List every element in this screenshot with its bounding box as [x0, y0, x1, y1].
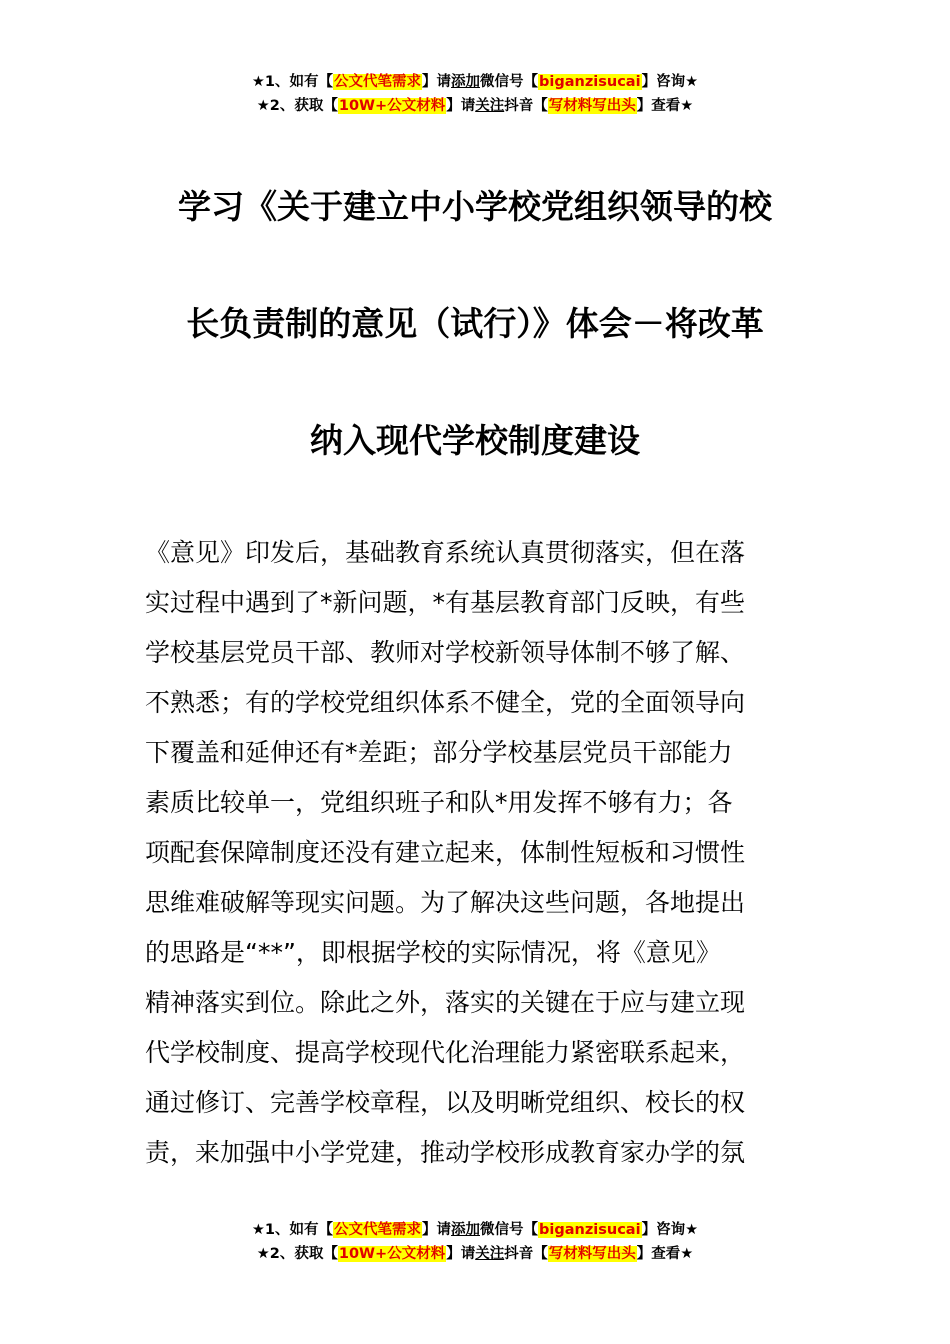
paragraph-line: 通过修订、完善学校章程，以及明晰党组织、校长的权 — [145, 1088, 746, 1117]
paragraph-line: 项配套保障制度还没有建立起来，体制性短板和习惯性 — [145, 838, 746, 867]
document-title — [0, 148, 950, 499]
banner-text: 抖音【 — [504, 1246, 548, 1262]
paragraph-line: 学校基层党员干部、教师对学校新领导体制不够了解、 — [145, 638, 746, 667]
banner-text: ★1、如有【 — [251, 74, 334, 90]
banner-text: 】咨询★ — [641, 74, 699, 90]
banner-text: 】请 — [422, 74, 452, 90]
banner-text: 】咨询★ — [641, 1222, 699, 1238]
paragraph-line: 不熟悉；有的学校党组织体系不健全，党的全面领导向 — [145, 688, 746, 717]
banner-text: 微信号【 — [480, 1222, 539, 1238]
banner-underlined: 关注 — [475, 1246, 505, 1262]
title-line: 纳入现代学校制度建设 — [310, 421, 640, 460]
banner-text: ★1、如有【 — [251, 1222, 334, 1238]
title-line: 学习《关于建立中小学校党组织领导的校 — [178, 187, 772, 226]
highlight-wechat-id: biganzisucai — [539, 1222, 641, 1238]
highlight-douyin-account: 写材料写出头 — [548, 98, 636, 114]
body-paragraph — [145, 528, 810, 1178]
paragraph-line: 素质比较单一，党组织班子和队*用发挥不够有力；各 — [145, 788, 733, 817]
highlight-wechat-id: biganzisucai — [539, 74, 641, 90]
banner-line-1 — [0, 1218, 950, 1242]
paragraph-line: 实过程中遇到了*新问题，*有基层教育部门反映，有些 — [145, 588, 746, 617]
banner-text: ★2、获取【 — [256, 98, 338, 114]
banner-text: 】请 — [446, 1246, 476, 1262]
banner-underlined: 添加 — [451, 1222, 481, 1238]
paragraph-line: 思维难破解等现实问题。为了解决这些问题，各地提出 — [145, 888, 746, 917]
banner-line-2 — [0, 94, 950, 118]
banner-text: 】查看★ — [636, 1246, 694, 1262]
highlight-douyin-account: 写材料写出头 — [548, 1246, 636, 1262]
banner-text: ★2、获取【 — [256, 1246, 338, 1262]
banner-underlined: 关注 — [475, 98, 505, 114]
banner-text: 】请 — [422, 1222, 452, 1238]
highlight-service: 公文代笔需求 — [334, 1222, 422, 1238]
paragraph-line: 《意见》印发后，基础教育系统认真贯彻落实，但在落 — [145, 538, 746, 567]
paragraph-line: 的思路是“**”，即根据学校的实际情况，将《意见》 — [145, 938, 721, 967]
highlight-materials: 10W+公文材料 — [338, 1246, 446, 1262]
banner-text: 抖音【 — [504, 98, 548, 114]
paragraph-line: 下覆盖和延伸还有*差距；部分学校基层党员干部能力 — [145, 738, 733, 767]
banner-text: 】查看★ — [636, 98, 694, 114]
highlight-service: 公文代笔需求 — [334, 74, 422, 90]
banner-line-2 — [0, 1242, 950, 1266]
paragraph-line: 代学校制度、提高学校现代化治理能力紧密联系起来， — [145, 1038, 746, 1067]
footer-banner — [0, 1218, 950, 1266]
banner-text: 微信号【 — [480, 74, 539, 90]
title-line: 长负责制的意见（试行）》体会－将改革 — [186, 304, 764, 343]
paragraph-line: 责，来加强中小学党建，推动学校形成教育家办学的氛 — [145, 1138, 746, 1167]
header-banner — [0, 70, 950, 118]
highlight-materials: 10W+公文材料 — [338, 98, 446, 114]
banner-line-1 — [0, 70, 950, 94]
banner-text: 】请 — [446, 98, 476, 114]
banner-underlined: 添加 — [451, 74, 481, 90]
paragraph-line: 精神落实到位。除此之外，落实的关键在于应与建立现 — [145, 988, 746, 1017]
